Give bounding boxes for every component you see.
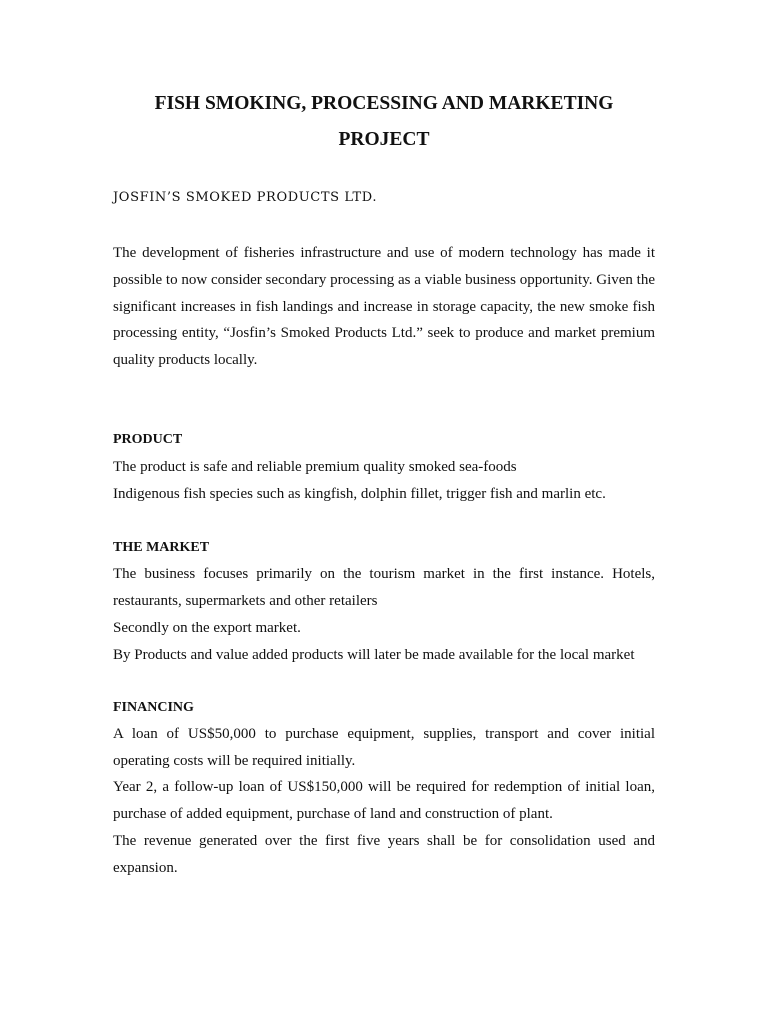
company-name: JOSFIN’S SMOKED PRODUCTS LTD. bbox=[113, 190, 378, 205]
market-paragraph: The business focuses primarily on the tourism market in the first instance. Hotels, restaurants, supermarkets and other retailers bbox=[113, 566, 655, 609]
market-line-1: Secondly on the export market. bbox=[113, 620, 301, 636]
market-line-2: By Products and value added products will later be made available for the local market bbox=[113, 647, 635, 663]
product-line-2: Indigenous fish species such as kingfish, dolphin fillet, trigger fish and marlin etc. bbox=[113, 486, 606, 502]
financing-heading: FINANCING bbox=[113, 700, 194, 715]
intro-paragraph: The development of fisheries infrastructure and use of modern technology has made it possible to now consider secondary processing as a viable business opportunity. Given the significant increases in fish landings and increase in storage capacity, the new smoke fish processing entity, “Josfin’s Smoked Products Ltd.” seek to produce and market premium quality products locally. bbox=[113, 245, 655, 369]
document-title-line-1: FISH SMOKING, PROCESSING AND MARKETING bbox=[154, 93, 614, 114]
document-title-line-2: PROJECT bbox=[338, 129, 430, 150]
market-heading: THE MARKET bbox=[113, 540, 210, 555]
financing-paragraph-1: A loan of US$50,000 to purchase equipment, supplies, transport and cover initial operating costs will be required initially. bbox=[113, 726, 655, 769]
product-heading: PRODUCT bbox=[113, 432, 183, 447]
financing-paragraph-2: Year 2, a follow-up loan of US$150,000 will be required for redemption of initial loan, purchase of added equipment, purchase of land and construction of plant. bbox=[113, 779, 655, 822]
financing-paragraph-3: The revenue generated over the first five years shall be for consolidation used and expansion. bbox=[113, 833, 655, 876]
product-line-1: The product is safe and reliable premium quality smoked sea-foods bbox=[113, 459, 517, 475]
